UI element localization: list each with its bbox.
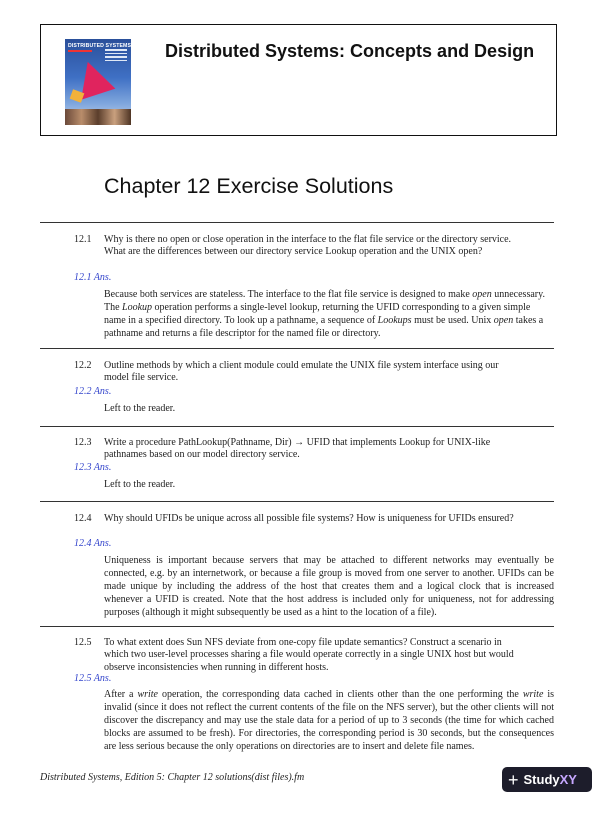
- divider: [40, 501, 554, 502]
- divider: [40, 426, 554, 427]
- question-text: Why is there no open or close operation in the interface to the flat file service or the directory service. What are the differences between our directory service Lookup operation and the UNIX open?: [104, 234, 512, 258]
- page-footer: Distributed Systems, Edition 5: Chapter 12 solutions(dist files).fm: [40, 772, 305, 783]
- question-text: Why should UFIDs be unique across all possible file systems? How is uniqueness for UFIDs ensured?: [104, 513, 514, 524]
- divider: [40, 626, 554, 627]
- answer-text: Uniqueness is important because servers that may be attached to different networks may eventually be connected, e.g. by an internetwork, or because a file group is moved from one server to another. UFIDs can be made unique by including the address of the host that creates them and a logical clock that is increased whenever a UFID is created. Note that the host address is included only for uniqueness, not for addressing purposes (although it might subsequently be used as a hint to the location of a file).: [104, 555, 554, 618]
- question-number: 12.5: [74, 637, 92, 648]
- studyxy-badge[interactable]: [502, 767, 592, 792]
- question-text: To what extent does Sun NFS deviate from one-copy file update semantics? Construct a scenario in which two user-level processes sharing a file would operate correctly in a single UNIX host but would observe inconsistencies when running in different hosts.: [104, 637, 514, 673]
- book-cover-image: [65, 39, 131, 125]
- divider: [40, 348, 554, 349]
- answer-label: 12.5 Ans.: [74, 673, 112, 684]
- question-number: 12.4: [74, 513, 92, 524]
- cover-title: DISTRIBUTED SYSTEMS: [68, 43, 131, 49]
- divider: [40, 222, 554, 223]
- answer-label: 12.4 Ans.: [74, 538, 112, 549]
- question-number: 12.1: [74, 234, 92, 245]
- chapter-title: Chapter 12 Exercise Solutions: [104, 174, 394, 198]
- plus-icon: +: [508, 769, 519, 790]
- question-number: 12.2: [74, 360, 92, 371]
- badge-xy-text: XY: [559, 772, 577, 787]
- answer-label: 12.1 Ans.: [74, 272, 112, 283]
- header-box: [40, 24, 557, 136]
- badge-study-text: Study: [523, 772, 560, 787]
- answer-label: 12.2 Ans.: [74, 386, 112, 397]
- question-text: Outline methods by which a client module could emulate the UNIX file system interface using our model file service.: [104, 360, 499, 384]
- answer-label: 12.3 Ans.: [74, 462, 112, 473]
- book-title: Distributed Systems: Concepts and Design: [165, 41, 535, 61]
- question-text: Write a procedure PathLookup(Pathname, Dir) → UFID that implements Lookup for UNIX-like pathnames based on our model directory service.: [104, 437, 491, 461]
- answer-text: After a write operation, the corresponding data cached in clients other than the one performing the write is invalid (since it does not reflect the current contents of the file on the NFS server), but the other clients will not discover the discrepancy and may use the stale data for a period of up to 3 seconds (the time for which cached blocks are assumed to be fresh). For directories, the corresponding period is 30 seconds, but the consequences are less serious because the only operations on directories are to insert and delete file names.: [104, 689, 555, 752]
- answer-text: Left to the reader.: [104, 479, 176, 490]
- answer-text: Left to the reader.: [104, 403, 176, 414]
- answer-text: Because both services are stateless. The interface to the flat file service is designed to make open unnecessary. The Lookup operation performs a single-level lookup, returning the UFID corresponding to a given simple name in a specified directory. To look up a pathname, a sequence of Lookups must be used. Unix open takes a pathname and returns a file descriptor for the named file or directory.: [104, 289, 545, 339]
- question-number: 12.3: [74, 437, 92, 448]
